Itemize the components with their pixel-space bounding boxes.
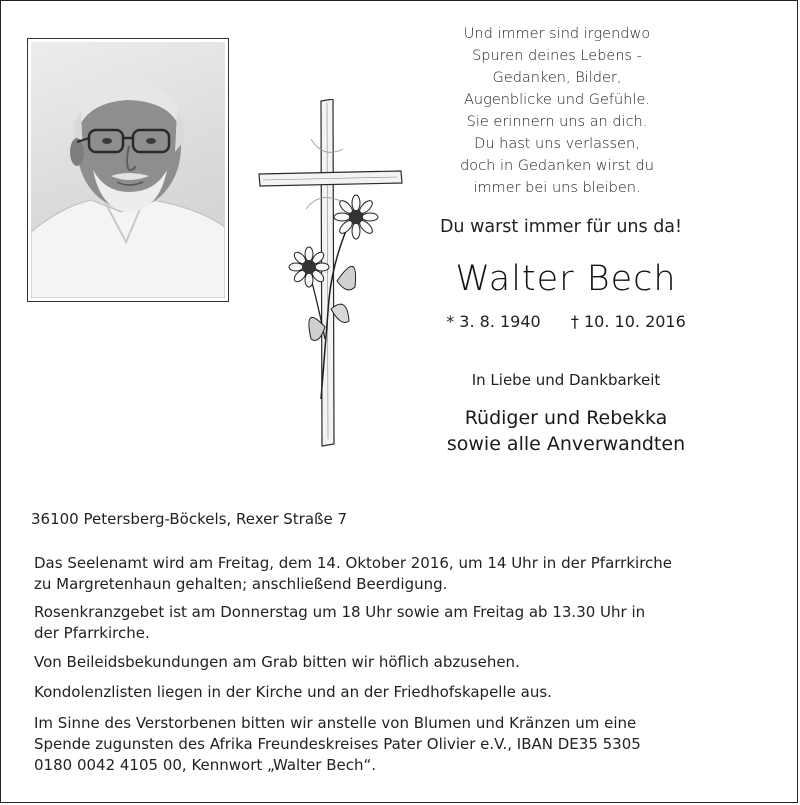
poem-line: Gedanken, Bilder, [492, 70, 622, 86]
service-info-paragraph [34, 553, 769, 595]
info-line: Von Beileidsbekundungen am Grab bitten wir höflich abzusehen. [34, 653, 520, 671]
info-line: zu Margretenhaun gehalten; anschließend Beerdigung. [34, 575, 448, 593]
poem [421, 23, 693, 199]
deceased-name: Walter Bech [455, 259, 677, 299]
info-line: Das Seelenamt wird am Freitag, dem 14. Oktober 2016, um 14 Uhr in der Pfarrkirche [34, 554, 673, 572]
death-date: 10. 10. 2016 [584, 312, 686, 331]
birth-symbol: * [446, 312, 455, 331]
life-dates [401, 312, 731, 331]
portrait-illustration [31, 42, 225, 298]
portrait-photo [27, 38, 229, 302]
rosary-info-paragraph [34, 602, 769, 644]
poem-line: doch in Gedanken wirst du [460, 158, 654, 174]
death-symbol: † [570, 312, 579, 331]
poem-line: Und immer sind irgendwo [463, 26, 651, 42]
info-line: der Pfarrkirche. [34, 624, 150, 642]
portrait-image [31, 42, 225, 298]
condolence-list-paragraph [34, 682, 769, 703]
poem-line: Spuren deines Lebens - [472, 48, 642, 64]
poem-line: Sie erinnern uns an dich. [466, 114, 648, 130]
motto: Du warst immer für uns da! [439, 217, 683, 237]
family-line: sowie alle Anverwandten [446, 433, 686, 455]
cross-icon [251, 99, 411, 459]
poem-line: Augenblicke und Gefühle. [464, 92, 650, 108]
cross-with-sunflowers [251, 99, 411, 459]
address: 36100 Petersberg-Böckels, Rexer Straße 7 [31, 510, 348, 528]
donation-paragraph [34, 713, 769, 776]
info-line: Im Sinne des Verstorbenen bitten wir anstelle von Blumen und Kränzen um eine [34, 714, 637, 732]
info-line: 0180 0042 4105 00, Kennwort „Walter Bech“. [34, 756, 377, 774]
poem-line: Du hast uns verlassen, [474, 136, 640, 152]
closing-phrase: In Liebe und Dankbarkeit [471, 371, 661, 389]
condolence-info-paragraph [34, 652, 769, 673]
poem-line: immer bei uns bleiben. [473, 180, 641, 196]
info-line: Spende zugunsten des Afrika Freundeskreises Pater Olivier e.V., IBAN DE35 5305 [34, 735, 641, 753]
family-line: Rüdiger und Rebekka [464, 407, 668, 429]
info-line: Kondolenzlisten liegen in der Kirche und an der Friedhofskapelle aus. [34, 683, 552, 701]
info-line: Rosenkranzgebet ist am Donnerstag um 18 Uhr sowie am Freitag ab 13.30 Uhr in [34, 603, 646, 621]
birth-date: 3. 8. 1940 [459, 312, 541, 331]
family-signature [401, 405, 731, 457]
